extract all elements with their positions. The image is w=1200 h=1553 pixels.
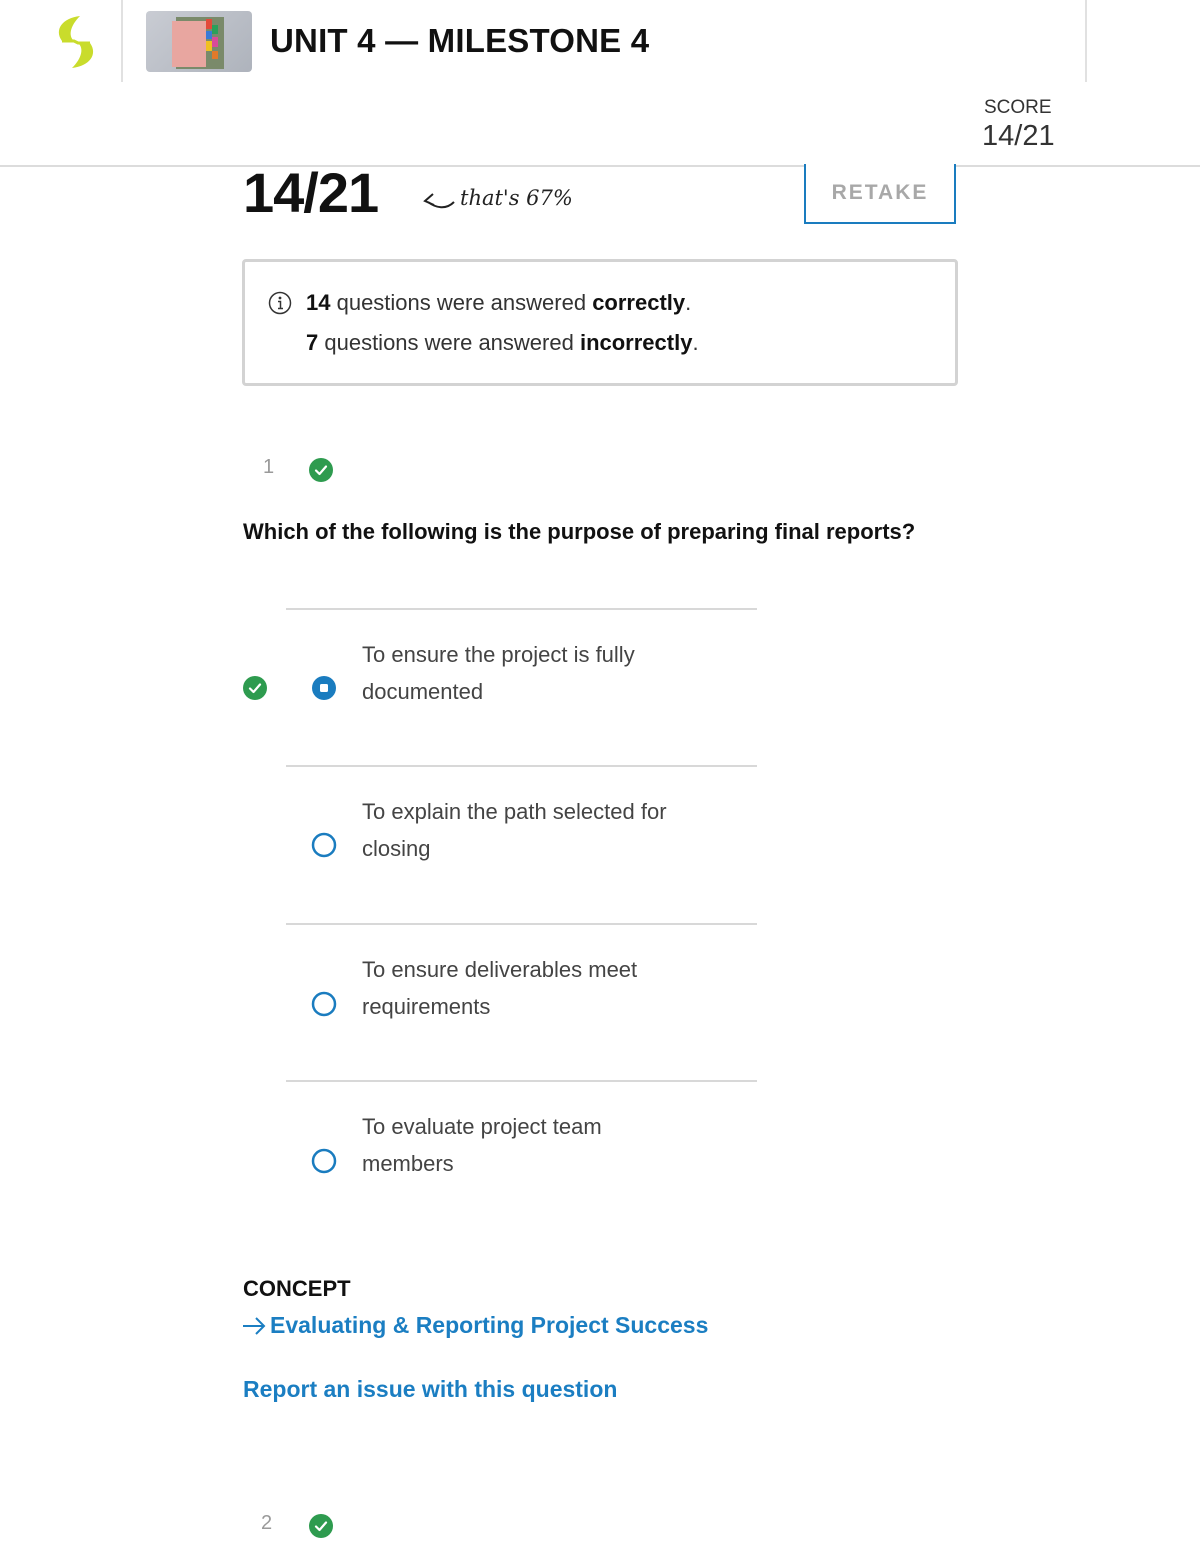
correct-answer-check-icon xyxy=(243,676,267,700)
arrow-right-icon xyxy=(242,1316,266,1336)
score-value: 14/21 xyxy=(982,120,1055,152)
option-divider xyxy=(286,923,757,925)
page-title: UNIT 4 — MILESTONE 4 xyxy=(270,22,650,59)
curved-arrow-left-icon xyxy=(422,190,456,212)
header-divider-right xyxy=(1085,0,1087,82)
radio-unselected-icon[interactable] xyxy=(311,832,337,858)
option-1-text[interactable]: To ensure the project is fully documented xyxy=(362,642,635,704)
option-3-text[interactable]: To ensure deliverables meet requirements xyxy=(362,957,638,1019)
big-score: 14/21 xyxy=(243,161,379,224)
correct-check-icon xyxy=(309,1514,333,1538)
percent-note: that's 67% xyxy=(460,186,573,210)
option-divider xyxy=(286,765,757,767)
incorrect-summary: 7 questions were answered incorrectly. xyxy=(306,330,699,355)
app-logo-icon[interactable] xyxy=(52,14,100,70)
report-issue-link[interactable]: Report an issue with this question xyxy=(243,1376,618,1402)
header-divider-left xyxy=(121,0,123,82)
question-number: 2 xyxy=(261,1512,273,1534)
course-thumbnail xyxy=(146,11,252,72)
option-divider xyxy=(286,608,757,610)
radio-unselected-icon[interactable] xyxy=(311,991,337,1017)
correct-summary: 14 questions were answered correctly. xyxy=(306,290,692,315)
score-label: SCORE xyxy=(984,97,1052,118)
option-divider xyxy=(286,1080,757,1082)
concept-label: CONCEPT xyxy=(243,1276,351,1301)
option-2-text[interactable]: To explain the path selected for closing xyxy=(362,799,667,861)
radio-selected-icon[interactable] xyxy=(311,675,337,701)
question-text: Which of the following is the purpose of preparing final reports? xyxy=(243,519,916,544)
correct-check-icon xyxy=(309,458,333,482)
concept-link[interactable]: Evaluating & Reporting Project Success xyxy=(270,1312,709,1338)
radio-unselected-icon[interactable] xyxy=(311,1148,337,1174)
question-number: 1 xyxy=(263,456,275,478)
info-icon xyxy=(268,291,292,315)
option-4-text[interactable]: To evaluate project team members xyxy=(362,1114,602,1176)
retake-button[interactable]: RETAKE xyxy=(804,164,956,224)
results-summary-box xyxy=(242,259,958,386)
